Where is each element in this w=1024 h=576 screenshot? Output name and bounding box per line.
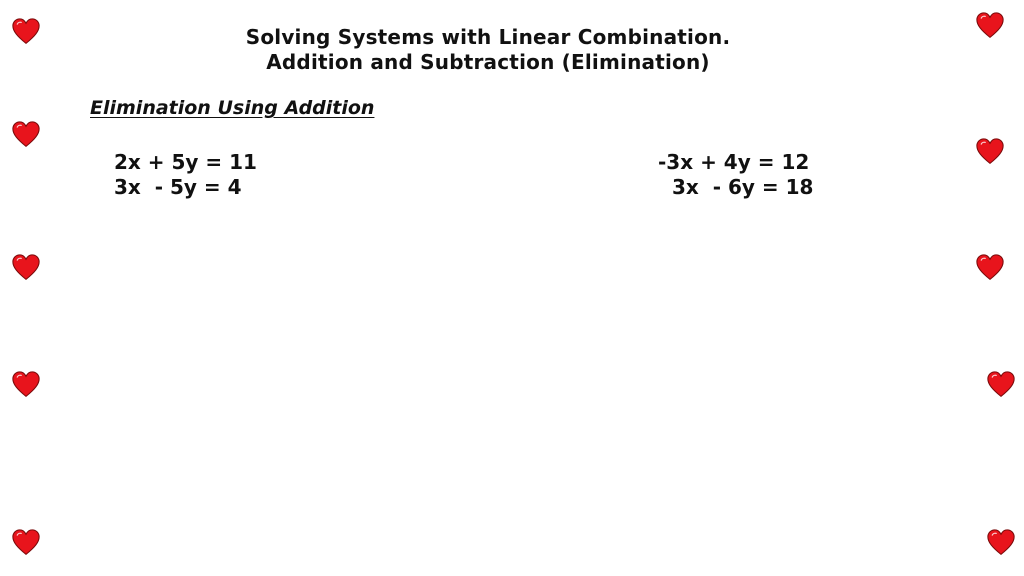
page-title-line1: Solving Systems with Linear Combination. xyxy=(245,25,731,49)
heart-icon xyxy=(987,371,1015,399)
heart-icon xyxy=(12,371,40,399)
right-system-equation-1: -3x + 4y = 12 xyxy=(658,150,810,174)
heart-icon xyxy=(976,138,1004,166)
heart-icon xyxy=(976,254,1004,282)
heart-icon xyxy=(12,121,40,149)
heart-icon xyxy=(12,254,40,282)
right-system-equation-2: 3x - 6y = 18 xyxy=(672,175,814,199)
heart-icon xyxy=(987,529,1015,557)
left-system-equation-2: 3x - 5y = 4 xyxy=(114,175,242,199)
page-title-line2: Addition and Subtraction (Elimination) xyxy=(266,50,710,74)
heart-icon xyxy=(976,12,1004,40)
heart-icon xyxy=(12,529,40,557)
heart-icon xyxy=(12,18,40,46)
section-heading: Elimination Using Addition xyxy=(90,97,375,119)
left-system-equation-1: 2x + 5y = 11 xyxy=(114,150,257,174)
